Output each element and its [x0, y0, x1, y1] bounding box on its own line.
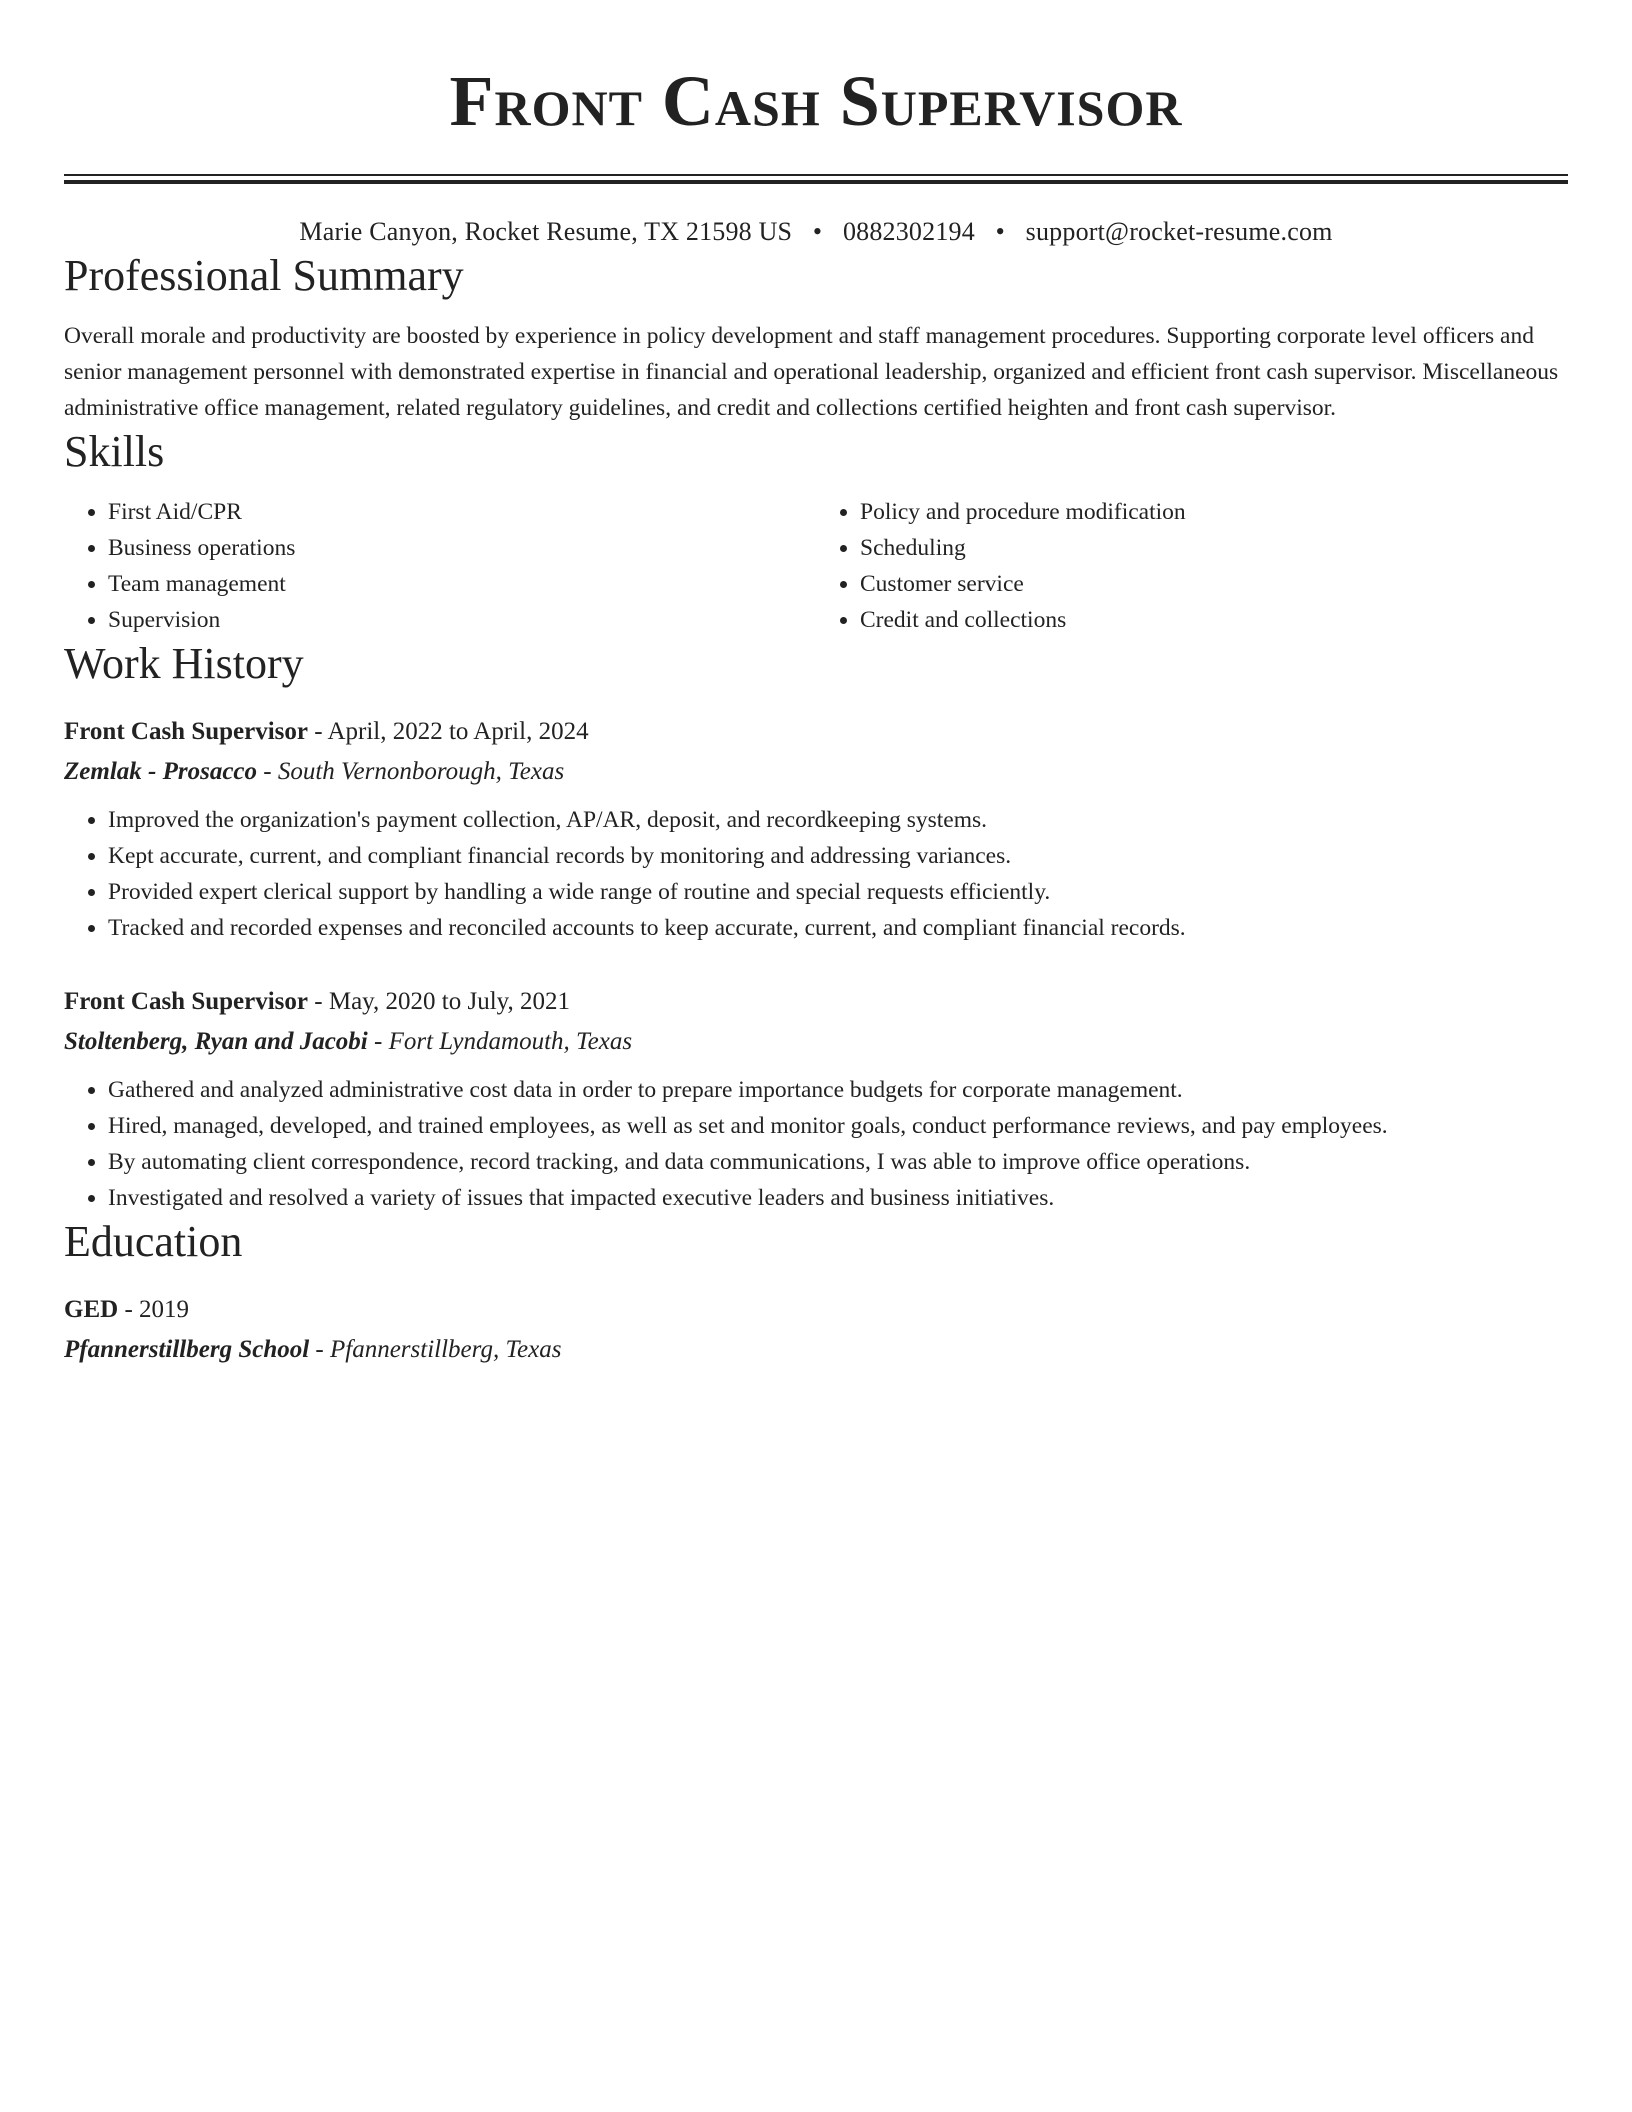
job-bullet: • Investigated and resolved a variety of issues that impacted executive leaders and business initiatives. [108, 1180, 1568, 1216]
degree-line [64, 1290, 1568, 1330]
job-bullet: • Provided expert clerical support by handling a wide range of routine and special requests efficiently. [108, 874, 1568, 910]
contact-line [64, 214, 1568, 250]
job-bullet: • Hired, managed, developed, and trained employees, as well as set and monitor goals, conduct performance reviews, and pay employees. [108, 1108, 1568, 1144]
contact-separator: • [995, 217, 1005, 246]
skills-column-left [64, 494, 816, 638]
skills-column-right [816, 494, 1568, 638]
contact-email: support@rocket-resume.com [1025, 217, 1333, 246]
education-heading: Education [64, 1217, 243, 1266]
skill-item: • Credit and collections [860, 602, 1568, 638]
education-entry [64, 1290, 1568, 1370]
job-dates: - May, 2020 to July, 2021 [308, 988, 571, 1015]
job-title: Front Cash Supervisor [64, 988, 309, 1015]
company-location: - Fort Lyndamouth, Texas [367, 1028, 633, 1055]
skill-item: • Scheduling [860, 530, 1568, 566]
school-line [64, 1330, 1568, 1370]
job-bullet: • By automating client correspondence, record tracking, and data communications, I was able to improve office operations. [108, 1144, 1568, 1180]
work-history-heading: Work History [64, 639, 304, 688]
company-line [64, 1022, 1568, 1062]
contact-address: Marie Canyon, Rocket Resume, TX 21598 US [299, 217, 793, 246]
skill-item: • Supervision [108, 602, 816, 638]
degree: GED [64, 1296, 119, 1323]
company-name: Zemlak - Prosacco [64, 758, 258, 785]
school-location: - Pfannerstillberg, Texas [309, 1336, 562, 1363]
job-bullets [64, 802, 1568, 946]
contact-separator: • [812, 217, 823, 246]
skill-item: • Business operations [108, 530, 816, 566]
skill-item: • Team management [108, 566, 816, 602]
skill-item: • First Aid/CPR [108, 494, 816, 530]
job-bullet: • Tracked and recorded expenses and reconciled accounts to keep accurate, current, and compliant financial records. [108, 910, 1568, 946]
header-double-rule [64, 174, 1568, 184]
skills-list [64, 494, 1568, 638]
job-dates: - April, 2022 to April, 2024 [308, 718, 589, 745]
summary-heading: Professional Summary [64, 251, 464, 300]
job-entry [64, 982, 1568, 1216]
job-title-line [64, 712, 1568, 752]
job-bullet: • Improved the organization's payment collection, AP/AR, deposit, and recordkeeping systems. [108, 802, 1568, 838]
job-bullet: • Kept accurate, current, and compliant financial records by monitoring and addressing variances. [108, 838, 1568, 874]
job-entry [64, 712, 1568, 946]
skill-item: • Policy and procedure modification [860, 494, 1568, 530]
school-name: Pfannerstillberg School [64, 1336, 310, 1363]
resume-name: Front Cash Supervisor [449, 61, 1183, 141]
company-location: - South Vernonborough, Texas [257, 758, 565, 785]
skill-item: • Customer service [860, 566, 1568, 602]
company-name: Stoltenberg, Ryan and Jacobi [64, 1028, 368, 1055]
job-bullets [64, 1072, 1568, 1216]
skills-heading: Skills [64, 427, 165, 476]
degree-year: - 2019 [118, 1296, 190, 1323]
contact-phone: 0882302194 [842, 217, 975, 246]
summary-text: Overall morale and productivity are boosted by experience in policy development and staff management procedures. Supporting corporate level officers and senior management personnel with demonstrated expertise in financial and operational leadership, organized and efficient front cash supervisor. Miscellaneous administrative office management, related regulatory guidelines, and credit and collections certified heighten and front cash supervisor. [64, 323, 1559, 421]
job-bullet: • Gathered and analyzed administrative cost data in order to prepare importance budgets for corporate management. [108, 1072, 1568, 1108]
job-title: Front Cash Supervisor [64, 718, 309, 745]
company-line [64, 752, 1568, 792]
job-title-line [64, 982, 1568, 1022]
